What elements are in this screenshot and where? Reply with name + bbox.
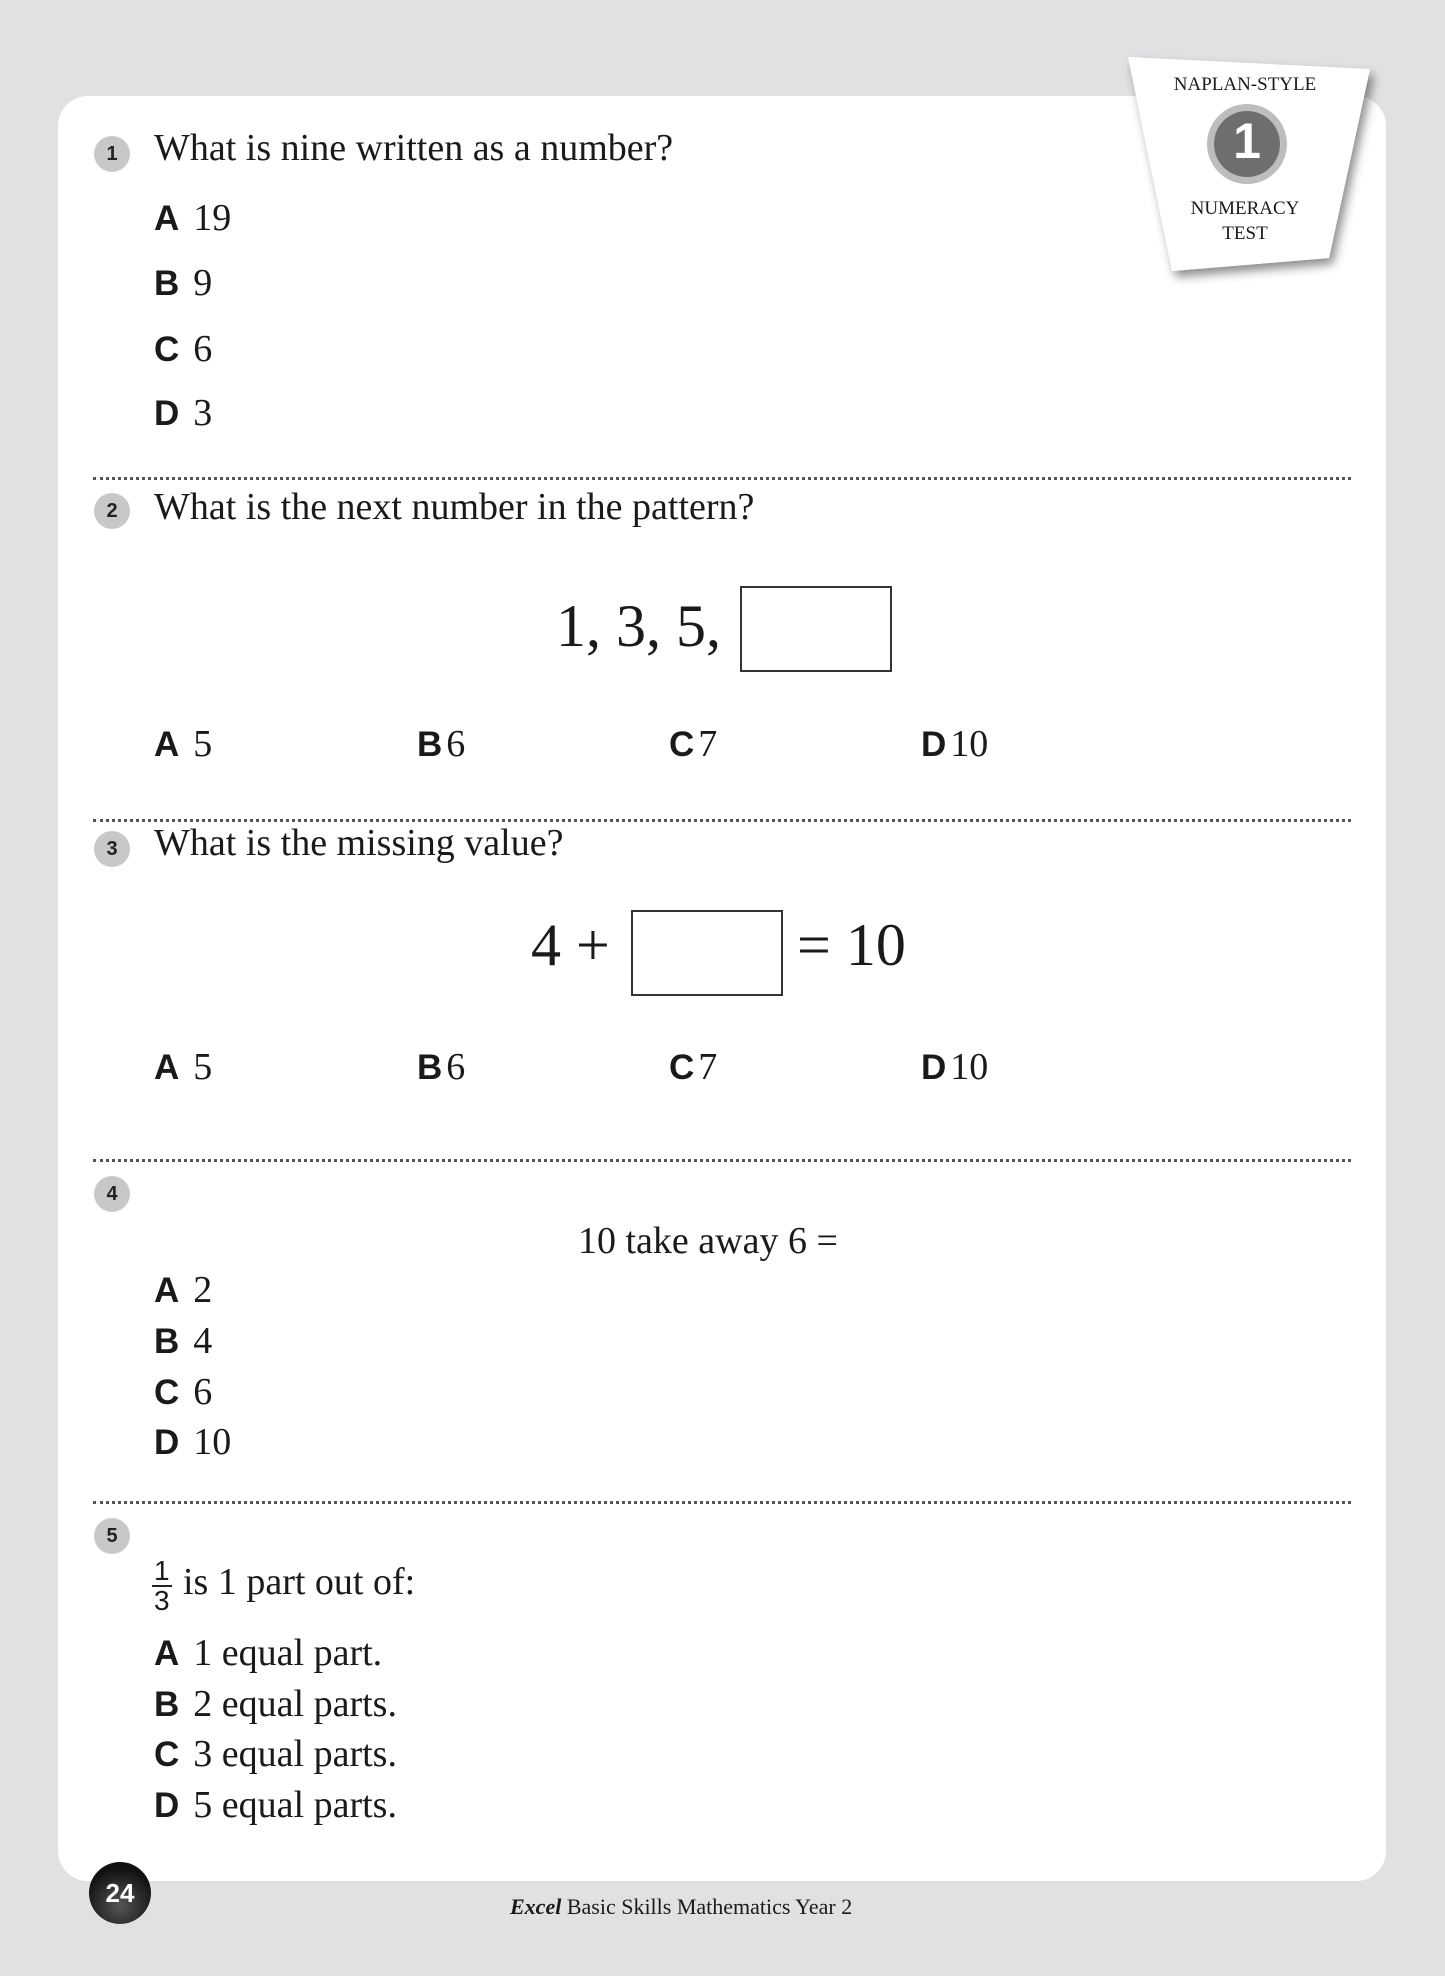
footer-book-title: Basic Skills Mathematics Year 2 [566,1894,853,1919]
footer-brand: Excel [510,1894,562,1919]
option-c[interactable] [154,330,212,368]
question-number: 3 [94,831,130,867]
option-d[interactable] [154,394,212,432]
divider [93,1159,1351,1162]
option-d[interactable] [921,725,988,763]
option-letter: A [154,1048,180,1087]
option-letter: B [154,1685,180,1724]
question-text: What is the next number in the pattern? [154,486,755,528]
option-value: 3 equal parts. [193,1733,397,1775]
option-letter: D [921,725,947,764]
page-number: 24 [89,1862,151,1924]
fraction-denominator: 3 [154,1585,170,1616]
equation-left: 4 + [531,912,610,978]
divider [93,477,1351,480]
option-value: 9 [193,262,213,304]
option-value: 19 [193,197,232,239]
question-expression: 10 take away 6 = [578,1220,838,1262]
option-value: 3 [193,392,213,434]
badge-bottom-label-2: TEST [1222,223,1268,244]
option-value: 10 [950,723,989,765]
question-number: 1 [94,136,130,172]
option-value: 7 [698,1046,718,1088]
answer-box [740,586,892,672]
option-value: 1 equal part. [193,1632,383,1674]
option-letter: D [154,394,180,433]
badge-bottom-label-1: NUMERACY [1190,198,1300,219]
option-letter: C [154,1373,180,1412]
option-value: 2 [193,1269,213,1311]
option-d[interactable] [921,1048,988,1086]
option-value: 6 [446,723,466,765]
option-letter: D [154,1423,180,1462]
option-letter: C [669,1048,695,1087]
option-c[interactable] [669,1048,717,1086]
option-letter: B [154,264,180,303]
divider [93,1501,1351,1504]
question-number: 2 [94,493,130,529]
option-value: 5 [193,1046,213,1088]
option-value: 6 [193,1371,213,1413]
option-d[interactable] [154,1423,231,1461]
option-b[interactable] [417,725,465,763]
option-a[interactable] [154,1634,382,1672]
option-letter: A [154,1271,180,1310]
option-letter: C [154,330,180,369]
option-value: 5 equal parts. [193,1784,397,1826]
equation-right: = 10 [797,912,906,978]
option-a[interactable] [154,725,212,763]
option-b[interactable] [154,1322,212,1360]
option-letter: A [154,725,180,764]
question-text: is 1 part out of: [183,1561,416,1603]
question-number: 4 [94,1176,130,1212]
option-a[interactable] [154,1048,212,1086]
option-a[interactable] [154,1271,212,1309]
option-letter: B [154,1322,180,1361]
pattern-expression: 1, 3, 5, [556,593,721,659]
option-value: 2 equal parts. [193,1683,397,1725]
option-letter: A [154,1634,180,1673]
question-text: What is nine written as a number? [154,127,674,169]
option-letter: A [154,199,180,238]
option-letter: B [417,725,443,764]
option-value: 4 [193,1320,213,1362]
option-c[interactable] [154,1373,212,1411]
option-letter: B [417,1048,443,1087]
option-b[interactable] [154,1685,397,1723]
footer-title [510,1894,852,1920]
option-b[interactable] [154,264,212,302]
option-a[interactable] [154,199,231,237]
option-value: 5 [193,723,213,765]
option-b[interactable] [417,1048,465,1086]
fraction-numerator: 1 [154,1555,170,1586]
option-letter: C [154,1735,180,1774]
option-value: 10 [950,1046,989,1088]
option-value: 6 [193,328,213,370]
badge-top-label: NAPLAN-STYLE [1173,74,1317,95]
option-letter: D [154,1786,180,1825]
answer-box [631,910,783,996]
option-value: 6 [446,1046,466,1088]
option-d[interactable] [154,1786,397,1824]
option-value: 10 [193,1421,232,1463]
option-letter: D [921,1048,947,1087]
badge-number: 1 [1233,113,1261,169]
option-letter: C [669,725,695,764]
option-c[interactable] [669,725,717,763]
question-text: What is the missing value? [154,822,564,864]
option-value: 7 [698,723,718,765]
question-number: 5 [94,1518,130,1554]
fraction [152,1557,172,1615]
option-c[interactable] [154,1735,397,1773]
